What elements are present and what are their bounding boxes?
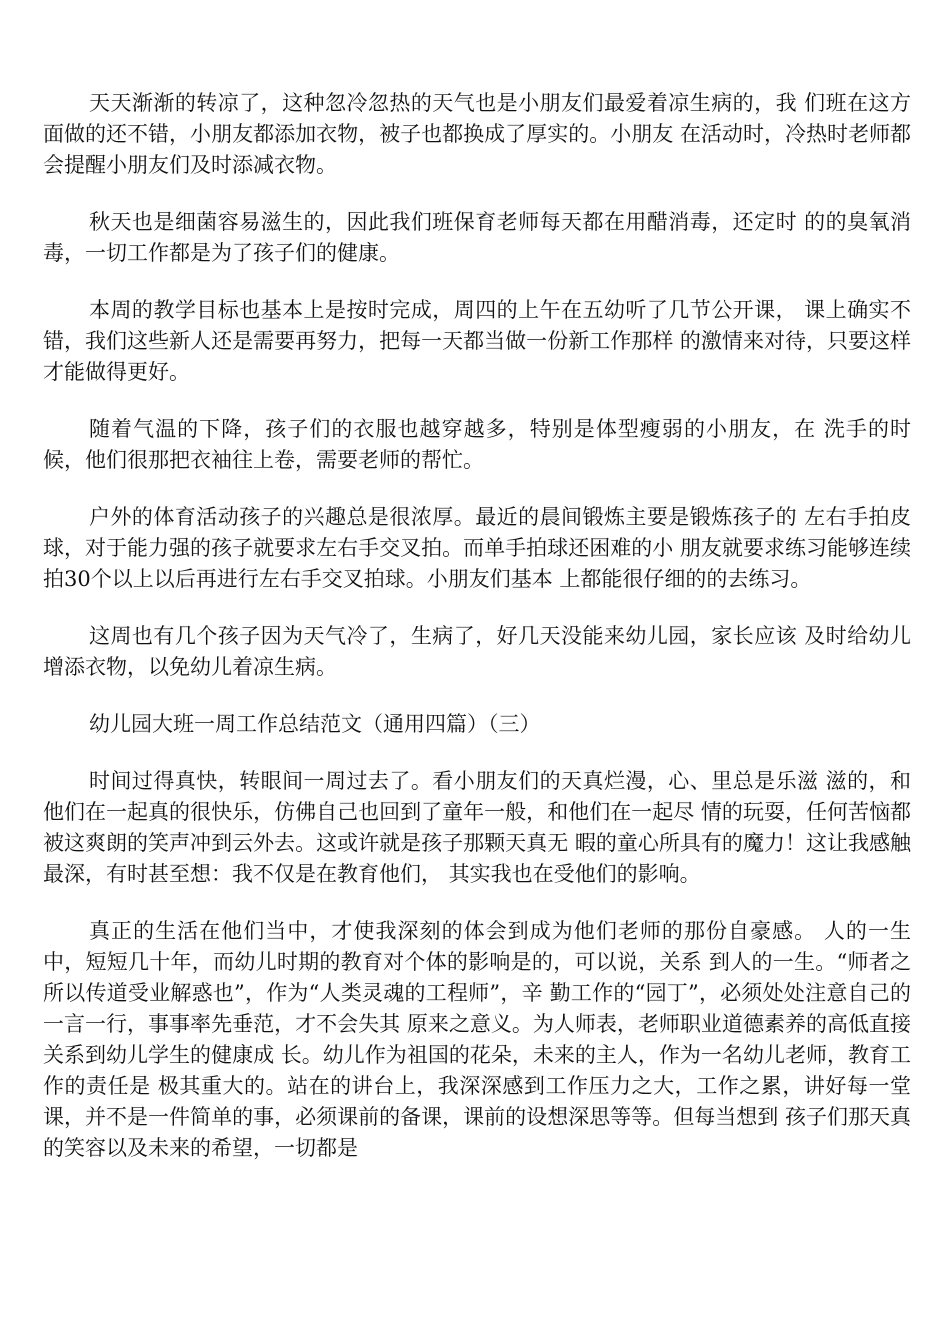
paragraph: 秋天也是细菌容易滋生的，因此我们班保育老师每天都在用醋消毒，还定时 的的臭氧消毒，一切工作都是为了孩子们的健康。 [43, 210, 911, 265]
paragraph: 户外的体育活动孩子的兴趣总是很浓厚。最近的晨间锻炼主要是锻炼孩子的 左右手拍皮球，对于能力强的孩子就要求左右手交叉拍。而单手拍球还困难的小 朋友就要求练习能够连续拍30个以上以后再进行左右手交叉拍球。小朋友们基本 上都能很仔细的的去练习。 [43, 505, 911, 591]
paragraph: 这周也有几个孩子因为天气冷了，生病了，好几天没能来幼儿园，家长应该 及时给幼儿增添衣物，以免幼儿着凉生病。 [43, 624, 911, 679]
document-page [43, 88, 911, 1190]
paragraph: 真正的生活在他们当中，才使我深刻的体会到成为他们老师的那份自豪感。 人的一生中，短短几十年，而幼儿时期的教育对个体的影响是的，可以说，关系 到人的一生。“师者之所以传道受业解惑也”，作为“人类灵魂的工程师”，辛 勤工作的“园丁”，必须处处注意自己的一言一行，事事率先垂范，才不会失其 原来之意义。为人师表，老师职业道德素养的高低直接关系到幼儿学生的健康成 长。幼儿作为祖国的花朵，未来的主人，作为一名幼儿老师，教育工作的责任是 极其重大的。站在的讲台上，我深深感到工作压力之大，工作之累，讲好每一堂 课，并不是一件简单的事，必须课前的备课，课前的设想深思等等。但每当想到 孩子们那天真的笑容以及未来的希望，一切都是 [43, 919, 911, 1160]
paragraph: 天天渐渐的转凉了，这种忽冷忽热的天气也是小朋友们最爱着凉生病的，我 们班在这方面做的还不错，小朋友都添加衣物，被子也都换成了厚实的。小朋友 在活动时，冷热时老师都会提醒小朋友们及时添减衣物。 [43, 91, 911, 177]
paragraph: 本周的教学目标也基本上是按时完成，周四的上午在五幼听了几节公开课， 课上确实不错，我们这些新人还是需要再努力，把每一天都当做一份新工作那样 的激情来对待，只要这样才能做得更好。 [43, 298, 911, 384]
paragraph: 时间过得真快，转眼间一周过去了。看小朋友们的天真烂漫，心、里总是乐滋 滋的，和他们在一起真的很快乐，仿佛自己也回到了童年一般，和他们在一起尽 情的玩耍，任何苦恼都被这爽朗的笑声冲到云外去。这或许就是孩子那颗天真无 暇的童心所具有的魔力！这让我感触最深，有时甚至想：我不仅是在教育他们， 其实我也在受他们的影响。 [43, 769, 911, 886]
section-heading: 幼儿园大班一周工作总结范文（通用四篇）（三） [89, 712, 541, 736]
paragraph: 随着气温的下降，孩子们的衣服也越穿越多，特别是体型瘦弱的小朋友，在 洗手的时候，他们很那把衣袖往上卷，需要老师的帮忙。 [43, 417, 911, 472]
